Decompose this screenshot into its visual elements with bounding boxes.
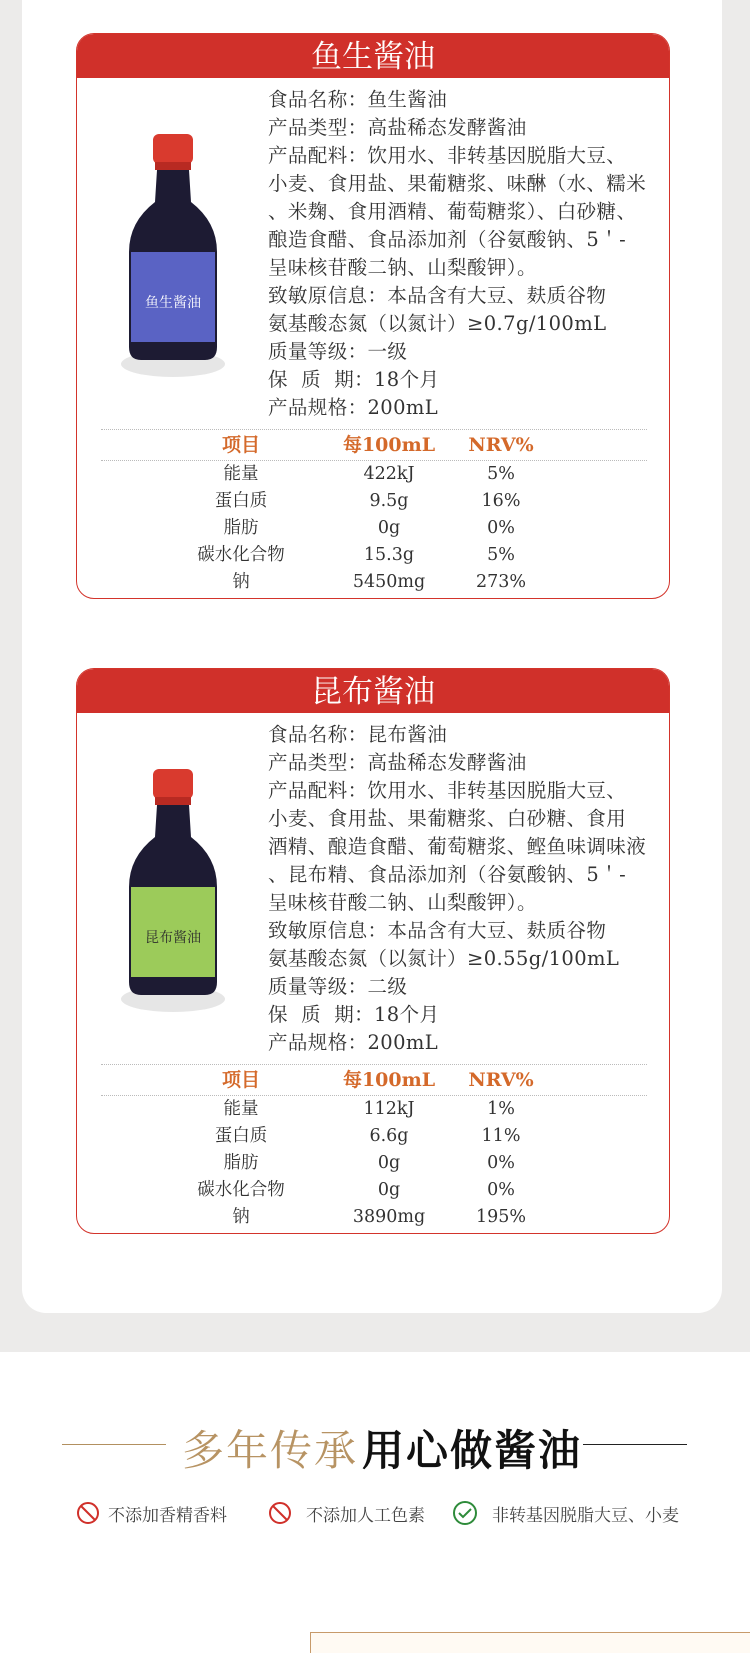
- nutrient-nrv: 5%: [487, 545, 515, 565]
- feature-no-coloring: [268, 1498, 425, 1528]
- soy-sauce-bottle-image: [117, 767, 229, 1017]
- info-line: 呈味核苷酸二钠、山梨酸钾）。: [268, 891, 537, 914]
- nutrition-header-nrv: NRV%: [468, 434, 534, 456]
- info-line: 质量等级：一级: [268, 340, 408, 363]
- nutrient-amount: 15.3g: [363, 545, 415, 565]
- nutrient-nrv: 0%: [487, 1153, 515, 1173]
- nutrient-amount: 0g: [377, 518, 401, 538]
- nutrient-name: 碳水化合物: [197, 1180, 285, 1200]
- info-line: 、米麹、食用酒精、葡萄糖浆）、白砂糖、: [268, 200, 637, 223]
- feature-non-gmo: [452, 1498, 679, 1528]
- nutrition-header-item: 项目: [221, 1069, 260, 1091]
- check-icon: [452, 1500, 478, 1526]
- nutrient-name: 碳水化合物: [197, 545, 285, 565]
- nutrient-nrv: 273%: [475, 572, 527, 592]
- bottle-label-text: 鱼生酱油: [145, 295, 201, 311]
- nutrient-amount: 5450mg: [352, 572, 426, 592]
- info-line: 食品名称：昆布酱油: [268, 723, 448, 746]
- nutrient-name: 钠: [232, 1207, 250, 1227]
- table-row: [101, 515, 647, 542]
- product-card-kombu-soy-sauce: [76, 668, 670, 1234]
- nutrient-nrv: 195%: [475, 1207, 527, 1227]
- table-row: [101, 542, 647, 569]
- nutrient-name: 能量: [223, 1099, 259, 1119]
- info-line: 、昆布精、食品添加剂（谷氨酸钠、5＇-: [268, 863, 627, 886]
- slogan-heritage: 多年传承: [182, 1426, 359, 1475]
- info-line: 产品配料：饮用水、非转基因脱脂大豆、: [268, 144, 627, 167]
- info-line: 小麦、食用盐、果葡糖浆、白砂糖、食用: [268, 807, 627, 830]
- nutrition-header: [101, 429, 647, 461]
- nutrition-header-per100ml: 每100mL: [342, 1069, 436, 1091]
- info-line: 产品配料：饮用水、非转基因脱脂大豆、: [268, 779, 627, 802]
- info-line: 小麦、食用盐、果葡糖浆、味醂（水、糯米: [268, 172, 647, 195]
- nutrition-header-nrv: NRV%: [468, 1069, 534, 1091]
- info-line: 致敏原信息：本品含有大豆、麸质谷物: [268, 284, 607, 307]
- table-row: [101, 461, 647, 488]
- nutrient-name: 蛋白质: [214, 1126, 268, 1146]
- info-line: 产品类型：高盐稀态发酵酱油: [268, 751, 527, 774]
- info-line: 食品名称：鱼生酱油: [268, 88, 448, 111]
- nutrient-name: 能量: [223, 464, 259, 484]
- slogan-craft: 用心做酱油: [362, 1426, 583, 1475]
- info-line: 氨基酸态氮（以氮计）≥0.55g/100mL: [268, 947, 620, 970]
- feature-no-flavoring: [76, 1498, 227, 1528]
- nutrient-name: 脂肪: [223, 518, 259, 538]
- nutrient-nrv: 1%: [487, 1099, 515, 1119]
- nutrient-nrv: 5%: [487, 464, 515, 484]
- feature-text: 非转基因脱脂大豆、小麦: [492, 1505, 679, 1526]
- nutrient-amount: 0g: [377, 1180, 401, 1200]
- info-line: 产品规格：200mL: [268, 1031, 439, 1054]
- product-info: [268, 86, 670, 422]
- nutrition-header: [101, 1064, 647, 1096]
- info-line: 产品规格：200mL: [268, 396, 439, 419]
- nutrient-amount: 112kJ: [363, 1099, 415, 1119]
- info-line: 呈味核苷酸二钠、山梨酸钾）。: [268, 256, 537, 279]
- info-line: 产品类型：高盐稀态发酵酱油: [268, 116, 527, 139]
- card-title: 鱼生酱油: [77, 34, 669, 78]
- nutrient-amount: 9.5g: [369, 491, 409, 511]
- feature-text: 不添加人工色素: [306, 1505, 425, 1526]
- nutrient-amount: 6.6g: [369, 1126, 409, 1146]
- bottle-label-text: 昆布酱油: [145, 930, 201, 946]
- table-row: [101, 1177, 647, 1204]
- product-card-fish-soy-sauce: [76, 33, 670, 599]
- table-row: [101, 488, 647, 515]
- nutrient-name: 蛋白质: [214, 491, 268, 511]
- nutrient-nrv: 11%: [481, 1126, 521, 1146]
- table-row: [101, 1123, 647, 1150]
- info-line: 酿造食醋、食品添加剂（谷氨酸钠、5＇-: [268, 228, 627, 251]
- nutrition-table: [101, 429, 647, 596]
- product-info: [268, 721, 670, 1057]
- nutrient-name: 脂肪: [223, 1153, 259, 1173]
- nutrition-header-per100ml: 每100mL: [342, 434, 436, 456]
- info-line: 氨基酸态氮（以氮计）≥0.7g/100mL: [268, 312, 607, 335]
- no-icon: [76, 1501, 100, 1525]
- table-row: [101, 1096, 647, 1123]
- table-row: [101, 1204, 647, 1231]
- info-line: 保 质 期：18个月: [268, 1003, 440, 1026]
- slogan-divider-left: [62, 1444, 166, 1445]
- info-line: 致敏原信息：本品含有大豆、麸质谷物: [268, 919, 607, 942]
- feature-text: 不添加香精香料: [108, 1505, 227, 1526]
- nutrition-table: [101, 1064, 647, 1231]
- slogan-divider-right: [583, 1444, 687, 1445]
- info-line: 质量等级：二级: [268, 975, 408, 998]
- soy-sauce-bottle-image: [117, 132, 229, 382]
- nutrient-amount: 422kJ: [363, 464, 415, 484]
- nutrient-name: 钠: [232, 572, 250, 592]
- nutrient-nrv: 16%: [481, 491, 521, 511]
- nutrient-amount: 3890mg: [352, 1207, 426, 1227]
- no-icon: [268, 1501, 292, 1525]
- nutrient-amount: 0g: [377, 1153, 401, 1173]
- info-line: 酒精、酿造食醋、葡萄糖浆、鲣鱼味调味液: [268, 835, 647, 858]
- card-title: 昆布酱油: [77, 669, 669, 713]
- nutrition-header-item: 项目: [221, 434, 260, 456]
- nutrient-nrv: 0%: [487, 1180, 515, 1200]
- table-row: [101, 1150, 647, 1177]
- nutrient-nrv: 0%: [487, 518, 515, 538]
- info-line: 保 质 期：18个月: [268, 368, 440, 391]
- table-row: [101, 569, 647, 596]
